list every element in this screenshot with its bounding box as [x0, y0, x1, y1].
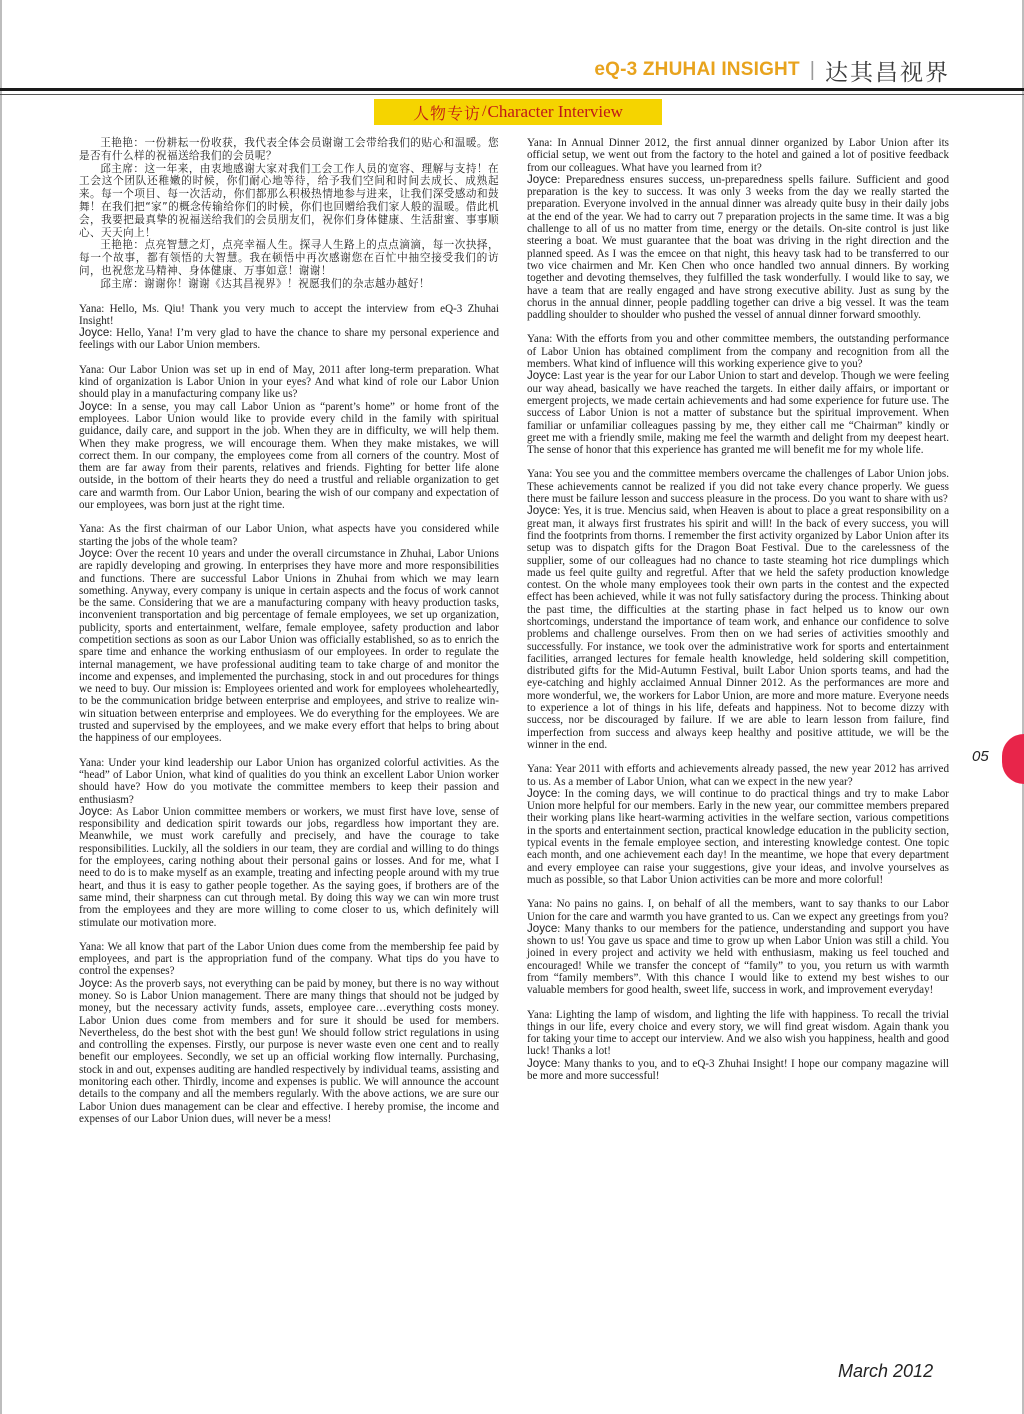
interview-answer	[527, 505, 949, 751]
brand-separator: |	[809, 58, 815, 81]
section-title-chinese: 人物专访	[413, 103, 482, 123]
paragraph-gap	[79, 511, 499, 523]
interview-question: Yana: Hello, Ms. Qiu! Thank you very much to accept the interview from eQ-3 Zhuhai Insight!	[79, 302, 499, 327]
paragraph-gap	[79, 291, 499, 303]
section-title-slash: /	[482, 103, 487, 120]
chinese-paragraph: 王艳艳：点亮智慧之灯，点亮幸福人生。探寻人生路上的点点滴滴，每一次抉择，每一个故事，都有领悟的大智慧。我在顿悟中再次感谢您在百忙中抽空接受我们的访问，也祝您龙马精神、身体健康、万事如意！谢谢！	[79, 239, 499, 277]
interview-answer	[527, 788, 949, 886]
speaker-name: Joyce	[79, 326, 110, 340]
header-rule-thick	[0, 88, 1024, 91]
paragraph-gap	[79, 929, 499, 941]
paragraph-gap	[527, 886, 949, 898]
paragraph-gap	[527, 456, 949, 468]
answer-text: : As the proverb says, not everything can be paid by money, but there is no way without money. So is Labor Union management. There are many things that should not be judged by money, but the necessary activity funds, assets, employee care…everything costs money. Labor Union dues come from members and for sure it should be used for members. Nevertheless, do the best shot with the best gun! We should follow strict regulations in using and controlling the expenses. Firstly, our purpose is never waste even one cent and to really benefit our employees. Secondly, we set up an official working flow internally. Purchasing, stock in and out, expenses auditing are handled respectively by individual teams, assisting and monitoring each other. Thirdly, income and expenses is public. We will announce the account details to the company and all the members regularly. With the above actions, we are sure our Labor Union dues management can be clear and effective. I hereby promise, the income and expenses of our Labor Union dues, will never be a mess!	[79, 977, 499, 1125]
interview-answer	[79, 806, 499, 929]
brand-title-chinese: 达其昌视界	[825, 59, 950, 86]
answer-text: : Many thanks to you, and to eQ-3 Zhuhai Insight! I hope our company magazine will be more and more successful!	[527, 1057, 949, 1083]
answer-text: : Over the recent 10 years and under the overall circumstance in Zhuhai, Labor Unions are rapidly developing and growing. In enterprises they have more and more responsibilities and functions. There are successful Labor Unions in Zhuhai from which we may learn something. Anyway, every company is unique in certain aspects and the focus of work cannot be the same. Considering that we are a manufacturing company with heavy production tasks, inconvenient transportation and big percentage of female employees, we set up organization, publicity, sports and entertainment, welfare, female employee, safety production and labor competition sections as soon as our Labor Union was officially established, so as to enrich the spare time and enhance the working enthusiasm of our employees. In order to regulate the internal management, we have professional auditing team to take charge of and monitor the income and expenses, and implemented the purchasing, stock in and out procedures for things we need to buy. Our mission is: Employees oriented and work for employees wholeheartedly, to be the communication bridge between enterprise and employees, and strive to realize win-win situation between enterprise and employees. We do everything for the employees. We are trusted and supervised by the employees, and we make every effort that helps to bring about the happiness of our employees.	[79, 547, 499, 745]
masthead	[594, 56, 950, 84]
answer-text: : Last year is the year for our Labor Union to start and develop. Though we were feeling our way ahead, basically we have reached the targets. In either daily affairs, or important or emergent projects, we made certain achievements and had some experience for future use. The success of Labor Union is not a matter of substance but the spiritual improvement. When familiar or unfamiliar colleagues passing by me, they either call me “Chairman” kindly or greet me with a friendly smile, making me feel the warmth and delight from my deepest heart. The sense of honor that this experience has granted me will benefit me for my whole life.	[527, 370, 949, 457]
interview-question: Yana: As the first chairman of our Labor Union, what aspects have you considered while starting the jobs of the whole team?	[79, 523, 499, 548]
interview-question: Yana: With the efforts from you and other committee members, the outstanding performance of Labor Union has obtained compliment from the company and recognition from all the members. What kind of influence will this working experience give to you?	[527, 333, 949, 371]
interview-question: Yana: In Annual Dinner 2012, the first annual dinner organized by Labor Union after its official setup, we went out from the factory to the hotel and gained a lot of positive feedback from our colleagues. What have you learned from it?	[527, 137, 949, 174]
speaker-name: Joyce	[79, 976, 110, 990]
interview-answer	[527, 370, 949, 456]
interview-answer	[527, 1058, 949, 1083]
interview-answer	[527, 174, 949, 322]
interview-answer	[79, 978, 499, 1126]
paragraph-gap	[79, 745, 499, 757]
issue-date	[838, 1361, 933, 1382]
answer-text: : Preparedness ensures success, un-preparedness spells failure. Sufficient and good preparation is the key to success. It was only 3 weeks from the day we really started the preparation. Everyone involved in the annual dinner was already quite busy in their daily jobs at the end of the year. We had to carry out 7 preparation projects in the same time. It was a big challenge to all of us no matter from time, energy or the details. On-site control is just like steering a boat. We must guarantee that the boat was driving in the right direction and the planned speed. As I was the emcee on that night, this heavy task had to be transferred to our two vice chairmen and Mr. Ken Chen who once handled two annual dinners. By working together and devoting themselves, they fulfilled the task wonderfully. I would like to say, we have a team that are really engaged and have strong executive ability. Just as sung by the chorus in the annual dinner, people paddling together can drive a big vessel. It was the team paddling shoulder to shoulder who pushed the vessel of annual dinner forward smoothly.	[527, 173, 949, 322]
answer-text: : As Labor Union committee members or workers, we must first have love, sense of responsibility and dedication spirit towards our jobs, regardless how important they are. Meanwhile, we must work carefully and precisely, and have the courage to take responsibilities. Luckily, all the soldiers in our team, they are cordial and willing to do things for the employees, caring nothing about their personal gains or losses. And for me, what I need to do is to make myself as an example, treating and infecting people around with my true heart, and thus it is easy to gather people together. As the saying goes, if brothers are of the same mind, their sharpness can cut through metal. By doing this way we can win more trust from the employees and they are more willing to come closer to us, which definitely will stimulate our motivation more.	[79, 805, 499, 929]
page-number-tab	[1002, 734, 1024, 784]
paragraph-gap	[527, 751, 949, 763]
interview-question: Yana: We all know that part of the Labor Union dues come from the membership fee paid by employees, and part is the appropriation fund of the company. What tips do you have to control the expenses?	[79, 940, 499, 978]
interview-question: Yana: Lighting the lamp of wisdom, and lighting the life with happiness. To recall the trivial things in our life, every choice and every story, we will find great wisdom. Again thank you for taking your time to accept our interview. And we also wish you happiness, health and good luck! Thanks a lot!	[527, 1008, 949, 1058]
interview-answer	[79, 401, 499, 512]
interview-question: Yana: You see you and the committee members overcame the challenges of Labor Union jobs. These achievements cannot be realized if you did not take every chance properly. We guess there must be failure lesson and success pleasure in the process. Do you want to share with us?	[527, 468, 949, 506]
paragraph-gap	[527, 321, 949, 333]
chinese-paragraph: 王艳艳：一份耕耘一份收获，我代表全体会员谢谢工会带给我们的贴心和温暖。您是否有什么样的祝福送给我们的会员呢？	[79, 137, 499, 162]
interview-question: Yana: No pains no gains. I, on behalf of all the members, want to say thanks to our Labor Union for the care and warmth you have granted to us. Can we expect any greetings from you?	[527, 898, 949, 923]
answer-text: : Many thanks to our members for the patience, understanding and support you have shown to us! You gave us space and time to grow up when Labor Union was still a child. You joined in every project and activity we held with enthusiasm, making us feel touched and encouraged! While we transfer the concept of “family” to you, you return us with warmth from “family members”. With this chance I would like to extend my best wishes to our valuable members for good health, sweet life, success in work, and improvement everyday!	[527, 922, 949, 997]
chinese-paragraph: 邱主席：谢谢你！谢谢《达其昌视界》！祝愿我们的杂志越办越好！	[100, 277, 430, 290]
article-column-right	[527, 137, 949, 1082]
issue-year: 2012	[893, 1361, 934, 1381]
speaker-name: Joyce	[527, 786, 558, 800]
paragraph-gap	[79, 352, 499, 364]
speaker-name: Joyce	[79, 399, 110, 413]
answer-text: : Yes, it is true. Mencius said, when Heaven is about to place a great responsibility on a great man, it always first frustrates his spirit and will! In the back of every success, you will find the footprints from thorns. I remember the first activity organized by Labor Union after its setup was to dispatch gifts for the Dragon Boat Festival. Due to the carelessness of the supplier, some of our colleagues had no chance to taste steaming hot rice dumplings which made us feel quite guilty and regretful. After that we held the safety production knowledge contest. On the whole many employees took their own parts in the contest and the expected effect has been achieved, while it was not fully satisfactory during the process. Thinking about the past time, the difficulties at the starting phase in fact helped us to know our own shortcomings, understand the importance of team work, and enhance our confidence to solve problems and challenge ourselves. From then on we had series of activities smoothly and successfully. For instance, we took over the administrative work for sports and entertainment facilities, arranged lectures for female health knowledge, held soldering skill competition, distributed gifts for the Mid-Autumn Festival, built Labor Union sports teams, and had the eye-catching and highly acclaimed Annual Dinner 2012. As the performances are more and more wonderful, we, the workers for Labor Union, are more and more mature. Everyone needs to experience a lot of things in his life, defeats and happiness. Not to become dizzy with success, nor be discouraged by failure. If we are able to learn lesson from failure, find imperfection from success and always keep healthy and positive attitude, we will be the winner in the end.	[527, 505, 949, 751]
interview-question: Yana: Under your kind leadership our Labor Union has organized colorful activities. As the “head” of Labor Union, what kind of qualities do you think an excellent Labor Union worker should have? How do you motivate the committee members to keep their passion and enthusiasm?	[79, 756, 499, 806]
issue-month: March	[838, 1361, 889, 1381]
page-number: 05	[972, 748, 989, 765]
speaker-name: Joyce	[527, 504, 558, 518]
chinese-paragraph: 邱主席：这一年来，由衷地感谢大家对我们工会工作人员的宽容、理解与支持！在工会这个团队还稚嫩的时候，你们耐心地等待，给予我们空间和时间去成长、成熟起来。每一个项目、每一次活动，你们都那么积极热情地参与进来，让我们深受感动和鼓舞！在我们把“家”的概念传输给你们的时候，你们也回赠给我们家人般的温暖。借此机会，我要把最真挚的祝福送给我们的会员朋友们，祝你们身体健康、生活甜蜜、事事顺心、天天向上！	[79, 162, 499, 239]
article-column-left	[79, 137, 499, 1125]
speaker-name: Joyce	[527, 172, 558, 186]
speaker-name: Joyce	[527, 921, 558, 935]
answer-text: : Hello, Yana! I’m very glad to have the chance to share my personal experience and feelings with our Labor Union members.	[79, 327, 499, 352]
speaker-name: Joyce	[79, 546, 110, 560]
answer-text: : In a sense, you may call Labor Union as “parent’s home” or home front of the employees. Labor Union would like to provide every child in the family with spiritual guidance, daily care, and support in the job. When they are in difficulty, we will help them. When they make progress, we will encourage them. When they make mistakes, we will correct them. In our company, the employees come from all corners of the country. Most of them are far away from their parents, relatives and friends. Fighting for better life alone outside, in the bottom of their hearts they do need a trustful and reliable organization to get care and warmth from. Our Labor Union, bearing the wish of our company and expectation of our employees, was born just at the right time.	[79, 400, 499, 512]
interview-answer	[79, 548, 499, 745]
paragraph-gap	[527, 997, 949, 1009]
brand-title: eQ-3 ZHUHAI INSIGHT	[594, 59, 800, 80]
interview-answer	[527, 923, 949, 997]
interview-question: Yana: Our Labor Union was set up in end of May, 2011 after long-term preparation. What kind of organization is Labor Union in your eyes? And what kind of role our Labor Union should play in a manufacturing company like us?	[79, 363, 499, 401]
answer-text: : In the coming days, we will continue to do practical things and try to make Labor Union more helpful for our members. Early in the new year, our committee members prepared their working plans like heart-warming activities in the welfare section, various competitions in the sports and entertainment section, practical knowledge education in the publicity section, typical events in the female employee section, and interesting knowledge contest. One topic each month, and one achievement each day! In the meantime, we hope that every department and every employee can raise your suggestions, give your ideas, and involve yourselves as much as possible, so that Labor Union activities can be more and more colorful!	[527, 787, 949, 886]
interview-answer	[79, 327, 499, 352]
section-title-english: Character Interview	[487, 102, 623, 121]
section-title-tab	[374, 99, 662, 125]
speaker-name: Joyce	[79, 804, 110, 818]
speaker-name: Joyce	[527, 369, 558, 383]
page-frame-left	[0, 0, 2, 1414]
speaker-name: Joyce	[527, 1056, 558, 1070]
interview-question: Yana: Year 2011 with efforts and achievements already passed, the new year 2012 has arrived to us. As a member of Labor Union, what can we expect in the new year?	[527, 763, 949, 788]
header-rule-thin	[0, 94, 1024, 95]
